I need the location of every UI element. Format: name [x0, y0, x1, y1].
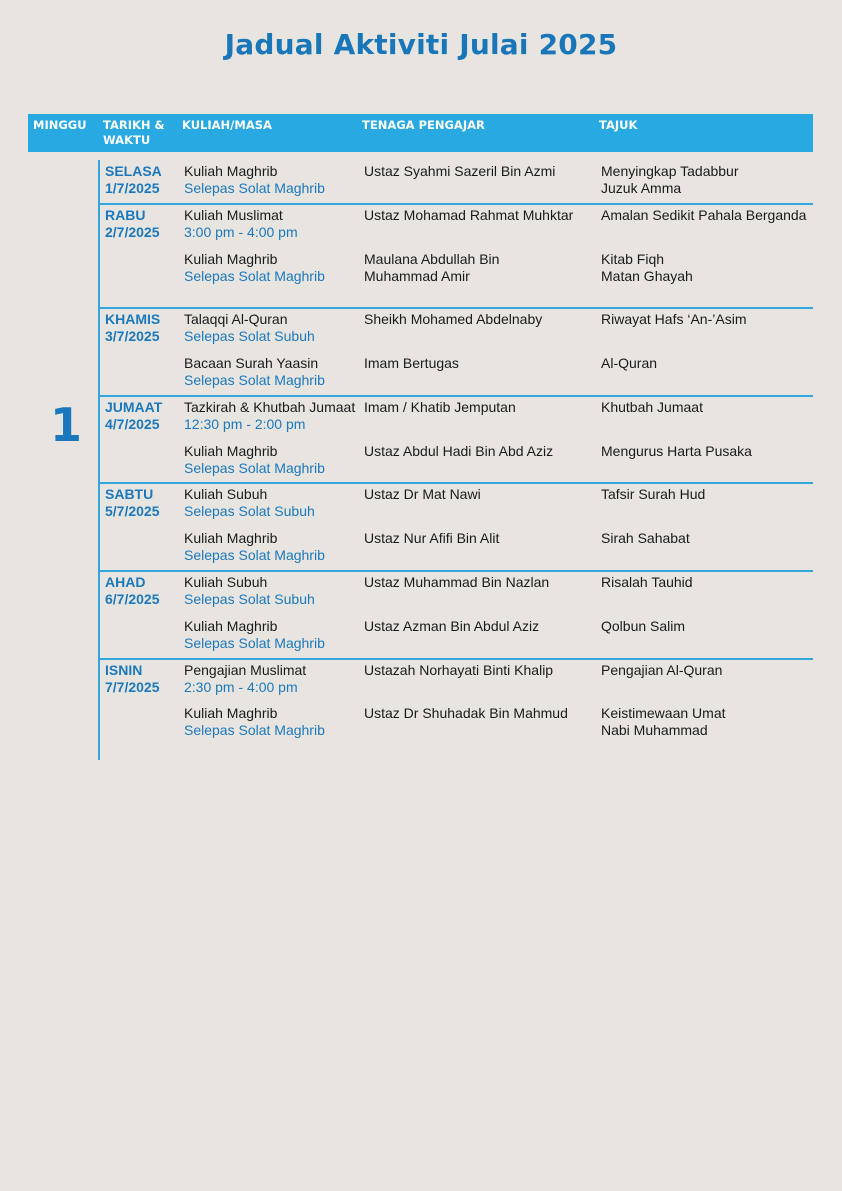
topic-line1: Keistimewaan Umat [601, 705, 726, 721]
header-kuliah: KULIAH/MASA [182, 118, 272, 132]
topic-line2: Juzuk Amma [601, 180, 682, 196]
topic-line1: Qolbun Salim [601, 618, 686, 634]
header-minggu: MINGGU [33, 118, 87, 132]
topic-cell [601, 530, 690, 547]
topic-line1: Tafsir Surah Hud [601, 486, 706, 502]
day-name: KHAMIS [105, 311, 161, 327]
topic-line1: Risalah Tauhid [601, 574, 693, 590]
teacher-line1: Ustazah Norhayati Binti Khalip [364, 662, 554, 678]
kuliah-name: Kuliah Muslimat [184, 207, 283, 223]
day-date: 7/7/2025 [105, 679, 160, 695]
kuliah-time: 3:00 pm - 4:00 pm [184, 224, 298, 240]
day-date: 3/7/2025 [105, 328, 160, 344]
header-tarikh-line2: WAKTU [103, 133, 151, 147]
day-separator [100, 658, 813, 660]
day-date: 1/7/2025 [105, 180, 160, 196]
kuliah-time: Selepas Solat Maghrib [184, 722, 325, 738]
kuliah-cell [184, 251, 325, 285]
kuliah-name: Bacaan Surah Yaasin [184, 355, 319, 371]
kuliah-name: Kuliah Maghrib [184, 618, 278, 634]
topic-cell [601, 443, 752, 460]
kuliah-cell [184, 355, 325, 389]
day-name: SELASA [105, 163, 162, 179]
header-tarikh-line1: TARIKH & [103, 118, 165, 132]
day-label [105, 486, 160, 520]
teacher-line1: Ustaz Dr Shuhadak Bin Mahmud [364, 705, 568, 721]
day-label [105, 574, 160, 608]
kuliah-time: Selepas Solat Maghrib [184, 635, 325, 651]
kuliah-name: Kuliah Maghrib [184, 705, 278, 721]
day-date: 6/7/2025 [105, 591, 160, 607]
topic-cell [601, 207, 806, 224]
kuliah-name: Kuliah Maghrib [184, 443, 278, 459]
topic-cell [601, 399, 703, 416]
day-name: SABTU [105, 486, 154, 502]
kuliah-name: Kuliah Maghrib [184, 163, 278, 179]
teacher-line1: Ustaz Mohamad Rahmat Muhktar [364, 207, 574, 223]
teacher-cell [364, 574, 549, 591]
day-label [105, 207, 160, 241]
kuliah-time: Selepas Solat Maghrib [184, 268, 325, 284]
topic-cell [601, 618, 685, 635]
teacher-cell [364, 355, 459, 372]
kuliah-time: Selepas Solat Subuh [184, 328, 315, 344]
kuliah-time: Selepas Solat Maghrib [184, 460, 325, 476]
kuliah-time: Selepas Solat Subuh [184, 503, 315, 519]
topic-cell [601, 355, 657, 372]
kuliah-time: 12:30 pm - 2:00 pm [184, 416, 306, 432]
kuliah-cell [184, 705, 325, 739]
topic-cell [601, 574, 693, 591]
teacher-line1: Ustaz Muhammad Bin Nazlan [364, 574, 550, 590]
kuliah-cell [184, 486, 315, 520]
kuliah-name: Kuliah Maghrib [184, 530, 278, 546]
teacher-cell [364, 705, 568, 722]
week-number: 1 [50, 398, 83, 452]
day-name: ISNIN [105, 662, 143, 678]
kuliah-cell [184, 311, 315, 345]
week-divider-line [98, 160, 100, 760]
header-tajuk: TAJUK [599, 118, 638, 132]
day-label [105, 662, 160, 696]
header-tenaga: TENAGA PENGAJAR [362, 118, 485, 132]
kuliah-time: 2:30 pm - 4:00 pm [184, 679, 298, 695]
teacher-cell [364, 618, 539, 635]
teacher-cell [364, 399, 516, 416]
teacher-cell [364, 530, 499, 547]
topic-line1: Mengurus Harta Pusaka [601, 443, 752, 459]
kuliah-cell [184, 443, 325, 477]
kuliah-name: Pengajian Muslimat [184, 662, 307, 678]
teacher-line2: Muhammad Amir [364, 268, 470, 284]
topic-line1: Amalan Sedikit Pahala Berganda [601, 207, 807, 223]
teacher-line1: Sheikh Mohamed Abdelnaby [364, 311, 543, 327]
topic-line1: Pengajian Al-Quran [601, 662, 723, 678]
day-separator [100, 307, 813, 309]
day-separator [100, 482, 813, 484]
kuliah-name: Kuliah Subuh [184, 486, 268, 502]
topic-line2: Nabi Muhammad [601, 722, 708, 738]
topic-line1: Kitab Fiqh [601, 251, 665, 267]
kuliah-cell [184, 662, 306, 696]
day-date: 4/7/2025 [105, 416, 160, 432]
teacher-cell [364, 443, 553, 460]
teacher-cell [364, 251, 499, 285]
topic-line1: Al-Quran [601, 355, 658, 371]
topic-line1: Menyingkap Tadabbur [601, 163, 739, 179]
day-date: 5/7/2025 [105, 503, 160, 519]
topic-cell [601, 251, 693, 285]
topic-line1: Khutbah Jumaat [601, 399, 703, 415]
kuliah-name: Kuliah Maghrib [184, 251, 278, 267]
kuliah-cell [184, 163, 325, 197]
teacher-cell [364, 662, 553, 679]
teacher-line1: Ustaz Syahmi Sazeril Bin Azmi [364, 163, 556, 179]
day-label [105, 163, 162, 197]
teacher-cell [364, 207, 573, 224]
kuliah-time: Selepas Solat Maghrib [184, 372, 325, 388]
kuliah-time: Selepas Solat Subuh [184, 591, 315, 607]
topic-cell [601, 486, 705, 503]
kuliah-name: Tazkirah & Khutbah Jumaat [184, 399, 356, 415]
kuliah-cell [184, 618, 325, 652]
kuliah-name: Kuliah Subuh [184, 574, 268, 590]
teacher-line1: Maulana Abdullah Bin [364, 251, 500, 267]
day-separator [100, 395, 813, 397]
kuliah-cell [184, 574, 315, 608]
kuliah-time: Selepas Solat Maghrib [184, 180, 325, 196]
day-label [105, 399, 162, 433]
teacher-line1: Ustaz Nur Afifi Bin Alit [364, 530, 500, 546]
teacher-line1: Ustaz Dr Mat Nawi [364, 486, 481, 502]
teacher-line1: Imam / Khatib Jemputan [364, 399, 516, 415]
topic-line1: Sirah Sahabat [601, 530, 690, 546]
kuliah-cell [184, 207, 298, 241]
day-name: AHAD [105, 574, 146, 590]
teacher-line1: Ustaz Azman Bin Abdul Aziz [364, 618, 540, 634]
teacher-cell [364, 163, 555, 180]
header-tarikh [103, 118, 165, 148]
kuliah-time: Selepas Solat Maghrib [184, 547, 325, 563]
day-name: JUMAAT [105, 399, 163, 415]
kuliah-cell [184, 530, 325, 564]
topic-cell [601, 705, 726, 739]
teacher-cell [364, 311, 542, 328]
topic-cell [601, 311, 746, 328]
day-date: 2/7/2025 [105, 224, 160, 240]
day-label [105, 311, 160, 345]
page-title: Jadual Aktiviti Julai 2025 [224, 28, 618, 61]
day-separator [100, 203, 813, 205]
topic-line1: Riwayat Hafs ‘An-’Asim [601, 311, 747, 327]
day-separator [100, 570, 813, 572]
topic-cell [601, 662, 722, 679]
day-name: RABU [105, 207, 146, 223]
kuliah-name: Talaqqi Al-Quran [184, 311, 288, 327]
table-header [28, 114, 813, 152]
teacher-line1: Ustaz Abdul Hadi Bin Abd Aziz [364, 443, 554, 459]
teacher-line1: Imam Bertugas [364, 355, 459, 371]
kuliah-cell [184, 399, 355, 433]
topic-cell [601, 163, 739, 197]
topic-line2: Matan Ghayah [601, 268, 693, 284]
teacher-cell [364, 486, 481, 503]
